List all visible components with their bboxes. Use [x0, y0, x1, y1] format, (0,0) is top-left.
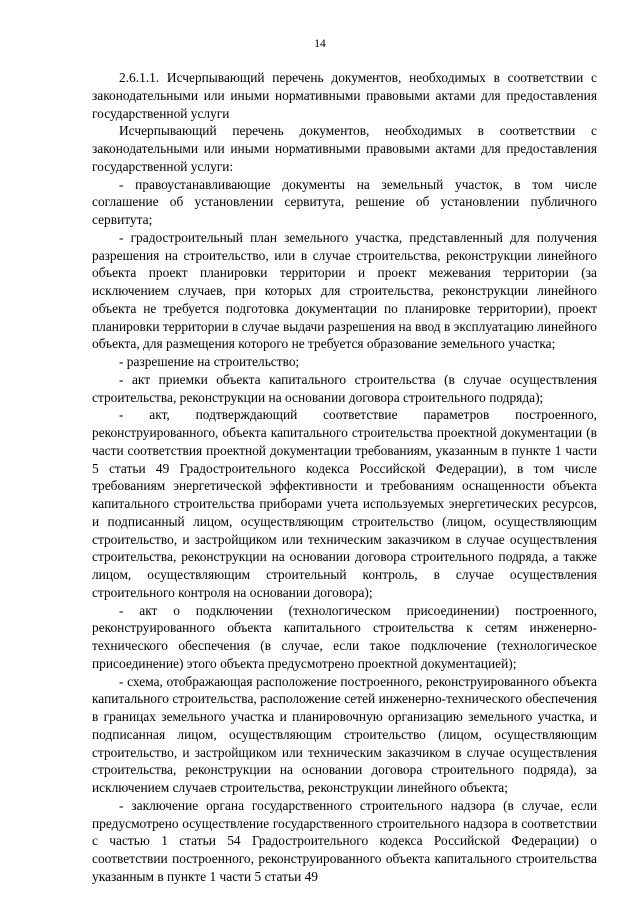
- list-item-compliance-act: - акт, подтверждающий соответствие параметров построенного, реконструированного, объекта капитального строительства проектной документации (в части соответствия проектной документации требованиям, указанным в пункте 1 части 5 статьи 49 Градостроительного кодекса Российской Федерации), в том числе требованиям энергетической эффективности и требованиям оснащенности объекта капитального строительства приборами учета используемых энергетических ресурсов, и подписанный лицом, осуществляющим строительство (лицом, осуществляющим строительство, и застройщиком или техническим заказчиком в случае осуществления строительства, реконструкции на основании договора строительного подряда, а также лицом, осуществляющим строительный контроль, в случае осуществления строительного контроля на основании договора);: [92, 407, 597, 600]
- section-heading-2-6-1-1: 2.6.1.1. Исчерпывающий перечень документов, необходимых в соответствии с законодательными или иными нормативными правовыми актами для предоставления государственной услуги: [92, 70, 597, 121]
- page-number: 14: [314, 38, 326, 50]
- paragraph-list-intro: Исчерпывающий перечень документов, необходимых в соответствии с законодательными или иными нормативными правовыми актами для предоставления государственной услуги:: [92, 123, 597, 174]
- document-body: [92, 69, 597, 886]
- list-item-construction-permit: - разрешение на строительство;: [119, 354, 300, 369]
- list-item-title-documents: - правоустанавливающие документы на земельный участок, в том числе соглашение об установлении сервитута, решение об установлении публичного сервитута;: [92, 176, 597, 227]
- list-item-connection-act: - акт о подключении (технологическом присоединении) построенного, реконструированного объекта капитального строительства к сетям инженерно-технического обеспечения (в случае, если такое подключение (технологическое присоединение) этого объекта предусмотрено проектной документацией);: [92, 602, 597, 671]
- list-item-supervision-conclusion: - заключение органа государственного строительного надзора (в случае, если предусмотрено осуществление государственного строительного надзора в соответствии с частью 1 статьи 54 Градостроительного кодекса Российской Федерации) о соответствии построенного, реконструированного объекта капитального строительства указанным в пункте 1 части 5 статьи 49: [92, 797, 597, 884]
- list-item-layout-scheme: - схема, отображающая расположение построенного, реконструированного объекта капитального строительства, расположение сетей инженерно-технического обеспечения в границах земельного участка и планировочную организацию земельного участка, и подписанная лицом, осуществляющим строительство (лицом, осуществляющим строительство, и застройщиком или техническим заказчиком в случае осуществления строительства, реконструкции на основании договора строительного подряда), за исключением случаев строительства, реконструкции линейного объекта;: [92, 673, 597, 795]
- list-item-acceptance-act: - акт приемки объекта капитального строительства (в случае осуществления строительства, реконструкции на основании договора строительного подряда);: [92, 371, 597, 405]
- list-item-urban-plan: - градостроительный план земельного участка, представленный для получения разрешения на строительство, или в случае строительства, реконструкции линейного объекта проект планировки территории и проект межевания территории (за исключением случаев, при которых для строительства, реконструкции линейного объекта не требуется подготовка документации по планировке территории), проект планировки территории в случае выдачи разрешения на ввод в эксплуатацию линейного объекта, для размещения которого не требуется образование земельного участка;: [92, 229, 597, 352]
